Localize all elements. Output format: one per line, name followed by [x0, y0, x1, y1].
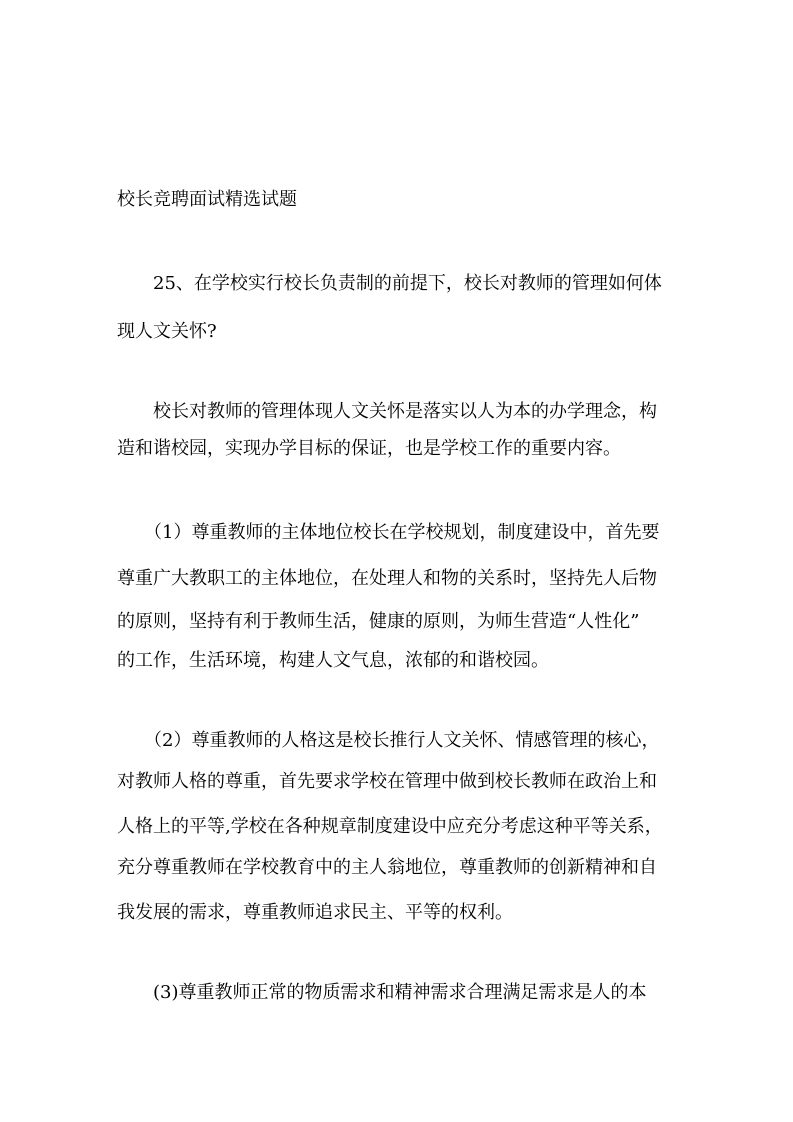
paragraph-1-line-4: 的工作，生活环境，构建人文气息，浓郁的和谐校园。	[117, 650, 549, 671]
paragraph-2-line-4: 充分尊重教师在学校教育中的主人翁地位，尊重教师的创新精神和自	[117, 857, 657, 878]
question-line-2: 现人文关怀?	[117, 321, 217, 342]
document-title: 校长竞聘面试精选试题	[117, 189, 297, 210]
paragraph-2-line-5: 我发展的需求，尊重教师追求民主、平等的权利。	[117, 902, 513, 923]
paragraph-1-line-1: （1）尊重教师的主体地位校长在学校规划，制度建设中，首先要	[117, 522, 660, 543]
paragraph-intro-line-1: 校长对教师的管理体现人文关怀是落实以人为本的办学理念，构	[117, 401, 657, 422]
paragraph-intro-line-2: 造和谐校园，实现办学目标的保证，也是学校工作的重要内容。	[117, 438, 621, 459]
paragraph-2-line-3: 人格上的平等,学校在各种规章制度建设中应充分考虑这种平等关系，	[117, 816, 663, 837]
paragraph-2-line-1: （2）尊重教师的人格这是校长推行人文关怀、情感管理的核心，	[117, 730, 660, 751]
paragraph-1-line-3: 的原则，坚持有利于教师生活，健康的原则，为师生营造“人性化”	[117, 611, 640, 632]
paragraph-3-line-1: (3)尊重教师正常的物质需求和精神需求合理满足需求是人的本	[117, 982, 647, 1003]
paragraph-2-line-2: 对教师人格的尊重，首先要求学校在管理中做到校长教师在政治上和	[117, 771, 657, 792]
paragraph-1-line-2: 尊重广大教职工的主体地位，在处理人和物的关系时，坚持先人后物	[117, 568, 657, 589]
question-line-1: 25、在学校实行校长负责制的前提下，校长对教师的管理如何体	[117, 273, 662, 294]
